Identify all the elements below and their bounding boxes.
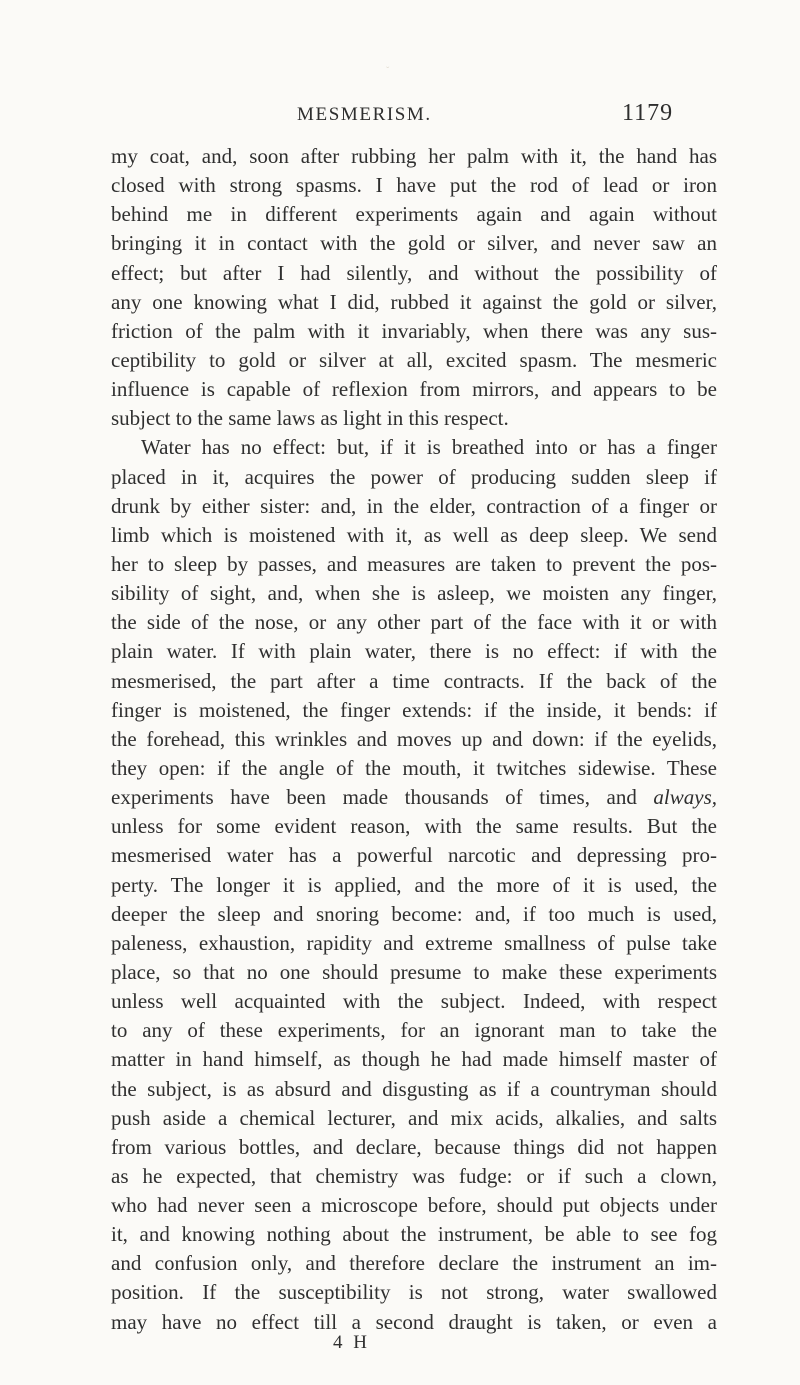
text-line: the side of the nose, or any other part of the face with it or with (111, 610, 717, 635)
text-line: from various bottles, and declare, because things did not happen (111, 1134, 717, 1159)
text-line: behind me in different experiments again and again without (111, 202, 717, 227)
text-line: perty. The longer it is applied, and the more of it is used, the (111, 872, 717, 897)
text-line: as he expected, that chemistry was fudge: or if such a clown, (111, 1163, 717, 1188)
page-speck: ˇ (386, 66, 390, 77)
text-line: her to sleep by passes, and measures are taken to prevent the pos- (111, 551, 717, 576)
text-line: who had never seen a microscope before, should put objects under (111, 1193, 717, 1218)
body-text (111, 142, 717, 1337)
page-number: 1179 (622, 100, 674, 126)
emphasis-always: always, (653, 785, 718, 810)
text-line: bringing it in contact with the gold or silver, and never saw an (111, 231, 717, 256)
text-line: position. If the susceptibility is not strong, water swallowed (111, 1280, 717, 1305)
text-line: closed with strong spasms. I have put the rod of lead or iron (111, 173, 717, 198)
text-run: experiments have been made thousands of times, and (111, 785, 637, 810)
text-line: ceptibility to gold or silver at all, excited spasm. The mesmeric (111, 347, 717, 372)
signature-mark: 4 H (333, 1332, 370, 1353)
text-line: any one knowing what I did, rubbed it against the gold or silver, (111, 289, 717, 314)
text-line: my coat, and, soon after rubbing her palm with it, the hand has (111, 144, 717, 168)
text-line: drunk by either sister: and, in the elder, contraction of a finger or (111, 493, 717, 518)
text-line: mesmerised water has a powerful narcotic and depressing pro- (111, 843, 717, 868)
text-line-with-emphasis (111, 783, 717, 812)
text-line: friction of the palm with it invariably, when there was any sus- (111, 318, 717, 343)
text-line: influence is capable of reflexion from mirrors, and appears to be (111, 377, 717, 402)
text-line: may have no effect till a second draught is taken, or even a (111, 1309, 717, 1334)
text-line: paleness, exhaustion, rapidity and extreme smallness of pulse take (111, 930, 717, 955)
text-line: placed in it, acquires the power of producing sudden sleep if (111, 464, 717, 489)
text-line: subject to the same laws as light in this respect. (111, 406, 509, 431)
text-line: push aside a chemical lecturer, and mix acids, alkalies, and salts (111, 1105, 717, 1130)
text-line: the subject, is as absurd and disgusting as if a countryman should (111, 1076, 717, 1101)
running-head (0, 100, 800, 134)
text-line: the forehead, this wrinkles and moves up and down: if the eyelids, (111, 726, 717, 751)
text-line: limb which is moistened with it, as well as deep sleep. We send (111, 522, 717, 547)
text-line: and confusion only, and therefore declare the instrument an im- (111, 1251, 717, 1276)
text-line: deeper the sleep and snoring become: and, if too much is used, (111, 901, 717, 926)
text-line: unless for some evident reason, with the same results. But the (111, 814, 717, 839)
text-line: matter in hand himself, as though he had made himself master of (111, 1047, 717, 1072)
text-line: it, and knowing nothing about the instrument, be able to see fog (111, 1222, 717, 1247)
text-line: place, so that no one should presume to make these experiments (111, 959, 717, 984)
text-line: they open: if the angle of the mouth, it twitches sidewise. These (111, 755, 717, 780)
text-line: finger is moistened, the finger extends: if the inside, it bends: if (111, 697, 717, 722)
text-line: plain water. If with plain water, there is no effect: if with the (111, 639, 717, 664)
text-line: mesmerised, the part after a time contracts. If the back of the (111, 668, 717, 693)
running-title: MESMERISM. (297, 104, 432, 125)
text-line: Water has no effect: but, if it is breathed into or has a finger (141, 435, 717, 460)
text-line: effect; but after I had silently, and without the possibility of (111, 260, 717, 285)
text-line: unless well acquainted with the subject. Indeed, with respect (111, 989, 717, 1014)
text-line: sibility of sight, and, when she is asleep, we moisten any finger, (111, 581, 717, 606)
text-line: to any of these experiments, for an ignorant man to take the (111, 1018, 717, 1043)
